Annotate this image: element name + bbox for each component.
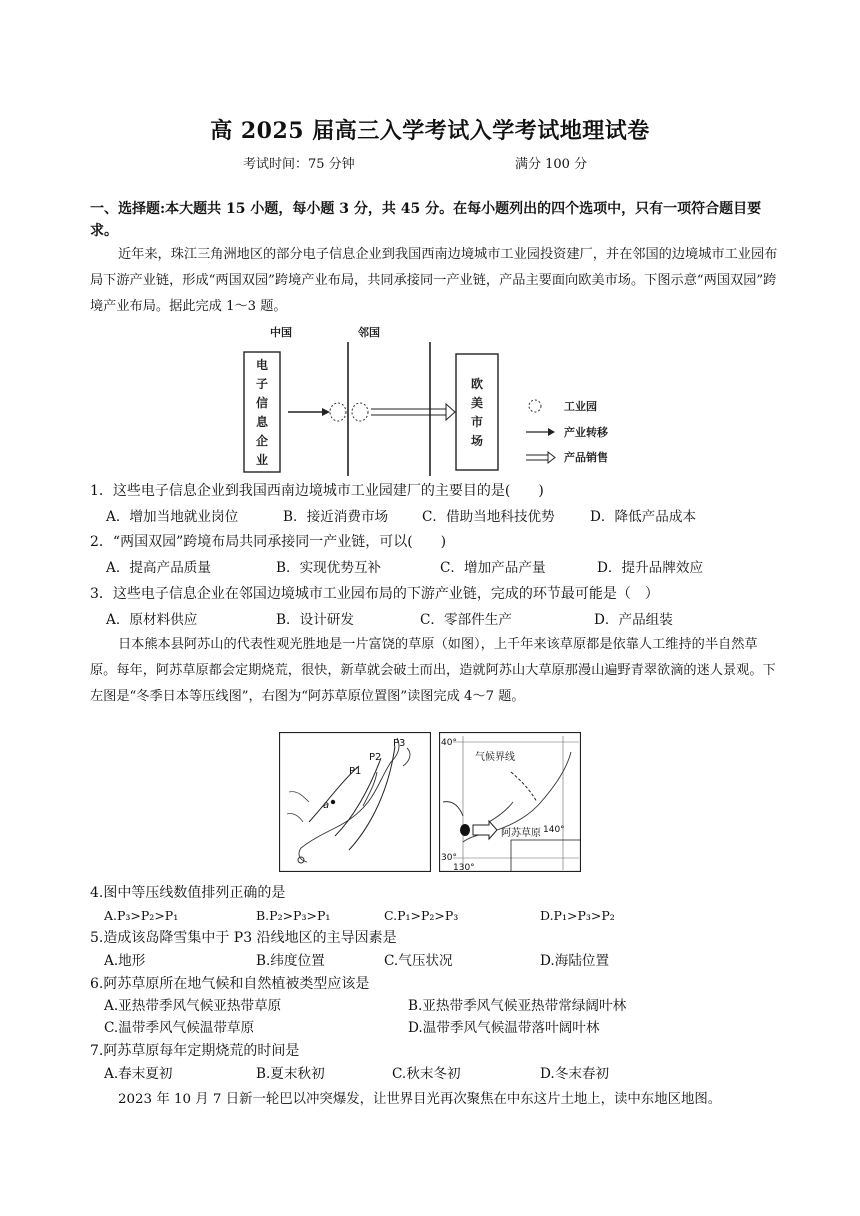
exam-subtitle <box>243 153 588 172</box>
point-a <box>331 800 335 804</box>
q6-option-c[interactable]: C.温带季风气候温带草原 <box>104 1020 255 1036</box>
q2-option-b[interactable]: B．实现优势互补 <box>276 560 382 576</box>
label-p3: P3 <box>393 738 406 749</box>
svg-text:子: 子 <box>255 377 269 391</box>
aso-grassland-location-map <box>439 732 581 872</box>
q4-option-b[interactable]: B.P₂>P₃>P₁ <box>256 908 331 923</box>
label-130: 130° <box>453 863 475 872</box>
legend-transfer-label: 产业转移 <box>564 426 608 439</box>
japan-isobar-map <box>279 732 431 872</box>
section-heading: 一、选择题:本大题共 15 小题，每小题 3 分，共 45 分。在每小题列出的四个选项中，只有一项符合题目要求。 <box>90 201 762 239</box>
q2-option-a[interactable]: A．提高产品质量 <box>106 560 211 576</box>
label-china: 中国 <box>270 326 292 339</box>
label-aso-grassland: 阿苏草原 <box>501 828 541 839</box>
svg-text:信: 信 <box>255 396 269 410</box>
label-p1: P1 <box>349 766 362 777</box>
q2-option-d[interactable]: D．提升品牌效应 <box>597 560 704 576</box>
svg-text:电: 电 <box>255 358 269 372</box>
svg-text:业: 业 <box>255 453 269 467</box>
q1-option-a[interactable]: A．增加当地就业岗位 <box>106 509 239 525</box>
svg-text:美: 美 <box>470 396 484 410</box>
q7-option-a[interactable]: A.春末夏初 <box>104 1066 173 1082</box>
svg-text:市: 市 <box>470 415 484 429</box>
legend-park-icon <box>529 400 541 412</box>
legend-park-label: 工业园 <box>564 400 597 413</box>
aso-grassland-marker <box>460 824 470 836</box>
svg-text:欧: 欧 <box>470 377 484 391</box>
legend <box>526 399 609 464</box>
q3-option-d[interactable]: D．产品组装 <box>594 612 673 628</box>
svg-text:息: 息 <box>255 415 269 429</box>
passage-3: 2023 年 10 月 7 日新一轮巴以冲突爆发，让世界目光再次聚焦在中东这片土地上，读中东地区地图。 <box>118 1092 722 1107</box>
exam-time: 考试时间：75 分钟 <box>243 157 355 172</box>
passage-1: 近年来，珠江三角洲地区的部分电子信息企业到我国西南边境城市工业园投资建厂，并在邻国的边境城市工业园布局下游产业链，形成“两国双园”跨境产业布局，共同承接同一产业链，产品主要面向欧美市场。下图示意“两国双园”跨境产业布局。据此完成 1～3 题。 <box>90 247 778 314</box>
market-label <box>471 376 484 448</box>
q1-option-c[interactable]: C．借助当地科技优势 <box>422 509 555 525</box>
q7-option-b[interactable]: B.夏末秋初 <box>256 1066 325 1082</box>
svg-text:企: 企 <box>255 434 269 448</box>
label-30: 30° <box>441 853 457 863</box>
q5-option-d[interactable]: D.海陆位置 <box>540 953 610 969</box>
q5-option-c[interactable]: C.气压状况 <box>384 953 453 969</box>
label-p2: P2 <box>369 752 382 763</box>
label-140: 140° <box>543 825 565 835</box>
q4-option-a[interactable]: A.P₃>P₂>P₁ <box>104 908 179 923</box>
svg-text:场: 场 <box>470 434 484 448</box>
q3-option-b[interactable]: B．设计研发 <box>276 612 354 628</box>
q6-option-b[interactable]: B.亚热带季风气候亚热带常绿阔叶林 <box>408 998 627 1014</box>
industrial-park-neighbor <box>352 403 368 421</box>
exam-score: 满分 100 分 <box>515 157 588 172</box>
market-box <box>456 354 498 470</box>
legend-sales-label: 产品销售 <box>564 451 608 464</box>
q7-option-d[interactable]: D.冬末春初 <box>540 1066 610 1082</box>
label-climate-boundary: 气候界线 <box>475 752 515 763</box>
exam-title: 高 2025 届高三入学考试入学考试地理试卷 <box>210 118 650 144</box>
q6-option-d[interactable]: D.温带季风气候温带落叶阔叶林 <box>408 1020 600 1036</box>
q6-option-a[interactable]: A.亚热带季风气候亚热带草原 <box>104 998 282 1014</box>
q1-option-b[interactable]: B．接近消费市场 <box>283 509 389 525</box>
question-5: 5.造成该岛降雪集中于 P3 沿线地区的主导因素是 <box>90 930 397 946</box>
q4-option-d[interactable]: D.P₁>P₃>P₂ <box>540 908 615 923</box>
label-a: a <box>323 800 330 811</box>
label-40: 40° <box>441 738 457 748</box>
question-4: 4.图中等压线数值排列正确的是 <box>90 885 286 901</box>
q3-option-a[interactable]: A．原材料供应 <box>106 612 198 628</box>
industry-layout-diagram <box>236 322 636 478</box>
question-7: 7.阿苏草原每年定期烧荒的时间是 <box>90 1043 300 1059</box>
passage-2: 日本熊本县阿苏山的代表性观光胜地是一片富饶的草原（如图），上千年来该草原都是依靠人工维持的半自然草原。每年，阿苏草原都会定期烧荒，很快，新草就会破土而出，造就阿苏山大草原那漫山遍野青翠欲滴的迷人景观。下左图是“冬季日本等压线图”，右图为“阿苏草原位置图”读图完成 4～7 题。 <box>90 637 776 704</box>
label-neighbor: 邻国 <box>358 326 380 339</box>
question-6: 6.阿苏草原所在地气候和自然植被类型应该是 <box>90 976 370 992</box>
q7-option-c[interactable]: C.秋末冬初 <box>392 1066 461 1082</box>
q3-option-c[interactable]: C．零部件生产 <box>420 612 512 628</box>
q1-option-d[interactable]: D．降低产品成本 <box>590 509 697 525</box>
q4-option-c[interactable]: C.P₁>P₂>P₃ <box>384 908 459 923</box>
industrial-park-china <box>330 403 346 421</box>
q5-option-b[interactable]: B.纬度位置 <box>256 953 325 969</box>
q5-option-a[interactable]: A.地形 <box>104 953 146 969</box>
q2-option-c[interactable]: C．增加产品产量 <box>440 560 546 576</box>
enterprise-label <box>256 357 269 467</box>
question-1: 1．这些电子信息企业到我国西南边境城市工业园建厂的主要目的是( ) <box>90 483 544 499</box>
question-3: 3．这些电子信息企业在邻国边境城市工业园布局的下游产业链，完成的环节最可能是（ ） <box>90 586 659 602</box>
question-2: 2．“两国双园”跨境布局共同承接同一产业链，可以( ) <box>90 534 447 550</box>
